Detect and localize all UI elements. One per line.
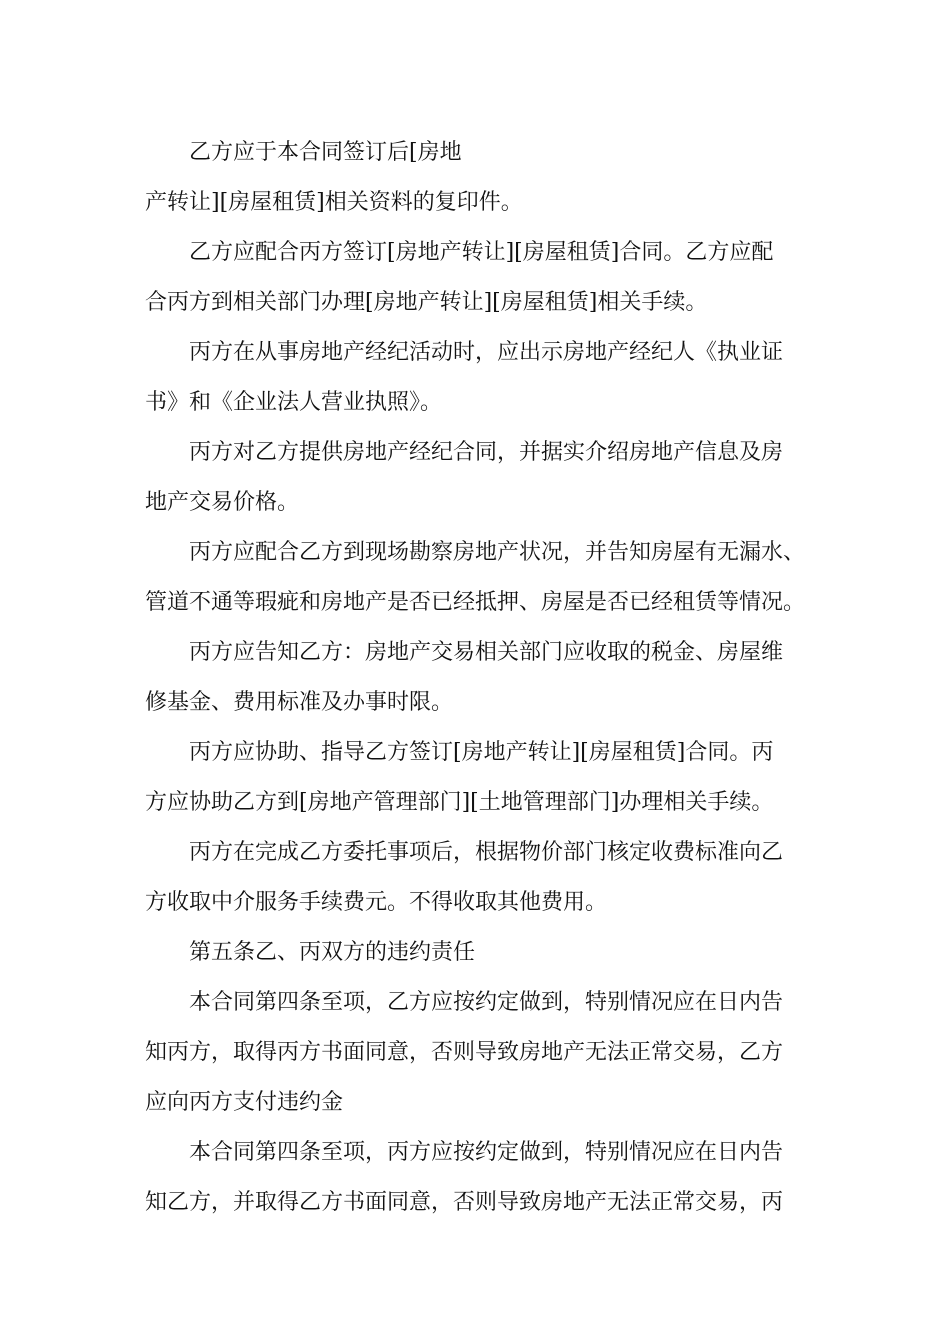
text-line: 乙方应配合丙方签订[房地产转让][房屋租赁]合同。乙方应配 — [189, 240, 774, 265]
text-line: 方应协助乙方到[房地产管理部门][土地管理部门]办理相关手续。 — [145, 790, 774, 815]
text-line: 丙方应告知乙方：房地产交易相关部门应收取的税金、房屋维 — [189, 640, 784, 665]
text-line: 修基金、费用标准及办事时限。 — [145, 690, 454, 715]
text-line: 丙方对乙方提供房地产经纪合同，并据实介绍房地产信息及房 — [189, 440, 784, 465]
text-line: 知丙方，取得丙方书面同意，否则导致房地产无法正常交易，乙方 — [145, 1040, 784, 1065]
text-line: 产转让][房屋租赁]相关资料的复印件。 — [145, 190, 523, 215]
text-line: 乙方应于本合同签订后[房地 — [189, 140, 462, 165]
text-line: 本合同第四条至项，乙方应按约定做到，特别情况应在日内告 — [189, 990, 784, 1015]
text-line: 方收取中介服务手续费元。不得收取其他费用。 — [145, 890, 608, 915]
text-line: 丙方应配合乙方到现场勘察房地产状况，并告知房屋有无漏水、 — [189, 540, 806, 565]
text-line: 应向丙方支付违约金 — [145, 1090, 344, 1115]
text-line: 丙方在从事房地产经纪活动时，应出示房地产经纪人《执业证 — [189, 340, 784, 365]
text-line: 管道不通等瑕疵和房地产是否已经抵押、房屋是否已经租赁等情况。 — [145, 590, 806, 615]
text-line: 合丙方到相关部门办理[房地产转让][房屋租赁]相关手续。 — [145, 290, 708, 315]
text-line: 地产交易价格。 — [145, 490, 300, 515]
text-line: 书》和《企业法人营业执照》。 — [145, 390, 443, 415]
text-line: 本合同第四条至项，丙方应按约定做到，特别情况应在日内告 — [189, 1140, 784, 1165]
document-body — [145, 133, 815, 1233]
text-line: 丙方在完成乙方委托事项后，根据物价部门核定收费标准向乙 — [189, 840, 784, 865]
text-line: 丙方应协助、指导乙方签订[房地产转让][房屋租赁]合同。丙 — [189, 740, 774, 765]
text-line: 知乙方，并取得乙方书面同意，否则导致房地产无法正常交易，丙 — [145, 1190, 784, 1215]
section-heading: 第五条乙、丙双方的违约责任 — [189, 940, 476, 965]
